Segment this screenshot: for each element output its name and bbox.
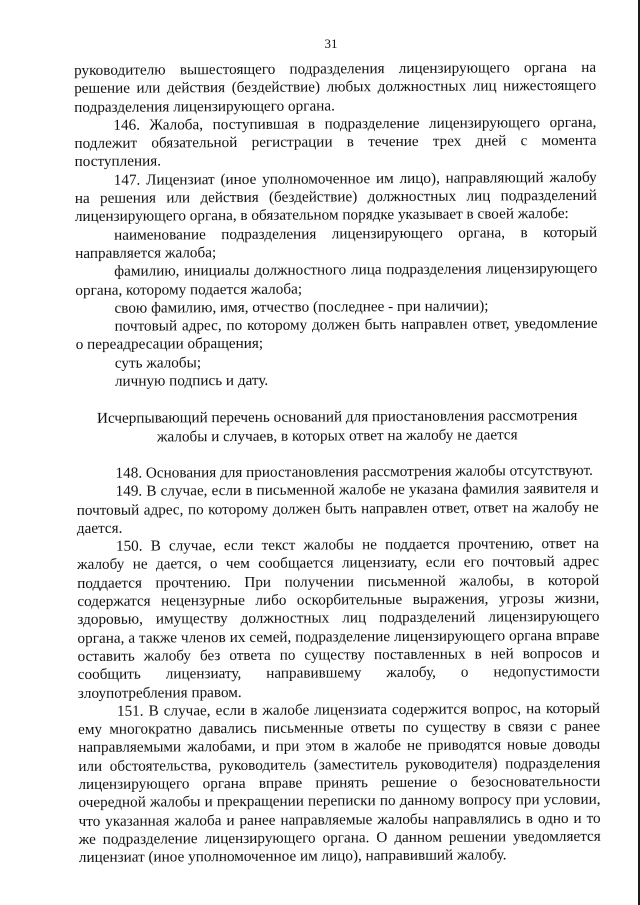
page-number: 31: [324, 36, 338, 51]
list-item-official-name: фамилию, инициалы должностного лица подразделения лицензирующего органа, которому подается жалоба;: [75, 260, 598, 299]
list-item-postal-address: почтовый адрес, по которому должен быть направлен ответ, уведомление о переадресации обращения;: [75, 314, 598, 354]
document-body: [74, 59, 601, 868]
section-heading-line-1: Исчерпывающий перечень оснований для приостановления рассмотрения: [96, 407, 578, 428]
list-item-department-name: наименование подразделения лицензирующего органа, в который направляется жалоба;: [75, 223, 598, 262]
paragraph-148: 148. Основания для приостановления рассмотрения жалобы отсутствуют.: [115, 461, 593, 482]
paragraph-149: 149. В случае, если в письменной жалобе не указана фамилия заявителя и почтовый адрес, по которому должен быть направлен ответ, ответ на жалобу не дается.: [76, 480, 599, 537]
paragraph-146: 146. Жалоба, поступившая в подразделение лицензирующего органа, подлежит обязательной регистрации в течение трех дней с момента поступления.: [74, 113, 597, 171]
list-item-signature-date: личную подпись и дату.: [114, 371, 269, 390]
section-heading-line-2: жалобы и случаев, в которых ответ на жалобу не дается: [156, 425, 518, 446]
paragraph-150: 150. В случае, если текст жалобы не поддается прочтению, ответ на жалобу не дается, о чем сообщается лицензиату, если его почтовый адрес поддается прочтению. При получении письменной жалобы, в которой содержатся нецензурные либо оскорбительные выражения, угрозы жизни, здоровью, имуществу должностных лиц подразделений лицензирующего органа, а также членов их семей, подразделение лицензирующего органа вправе оставить жалобу без ответа по существу поставленных в ней вопросов и сообщить лицензиату, направившему жалобу, о недопустимости злоупотребления правом.: [77, 534, 600, 702]
list-item-own-name: свою фамилию, имя, отчество (последнее - при наличии);: [114, 297, 489, 317]
paragraph-147: 147. Лицензиат (иное уполномоченное им лицо), направляющий жалобу на решения или действия (бездействие) должностных лиц подразделений лицензирующего органа, в обязательном порядке указывает в своей жалобе:: [74, 168, 597, 226]
list-item-complaint-essence: суть жалобы;: [114, 353, 202, 372]
section-heading: [76, 407, 598, 447]
paragraph-151: 151. В случае, если в жалобе лицензиата содержится вопрос, на который ему многократно давались письменные ответы по существу в связи с ранее направляемыми жалобами, и при этом в жалобе не приводятся новые доводы или обстоятельства, руководитель (заместитель руководителя) подразделения лицензирующего органа вправе принять решение о безосновательности очередной жалобы и прекращении переписки по данному вопросу при условии, что указанная жалоба и ранее направляемые жалобы направлялись в одно и то же подразделение лицензирующего органа. О данном решении уведомляется лицензиат (иное уполномоченное им лицо), направивший жалобу.: [78, 699, 601, 867]
paragraph-continuation: руководителю вышестоящего подразделения лицензирующего органа на решение или действия (бездействие) любых должностных лиц нижестоящего подразделения лицензирующего органа.: [74, 58, 597, 116]
